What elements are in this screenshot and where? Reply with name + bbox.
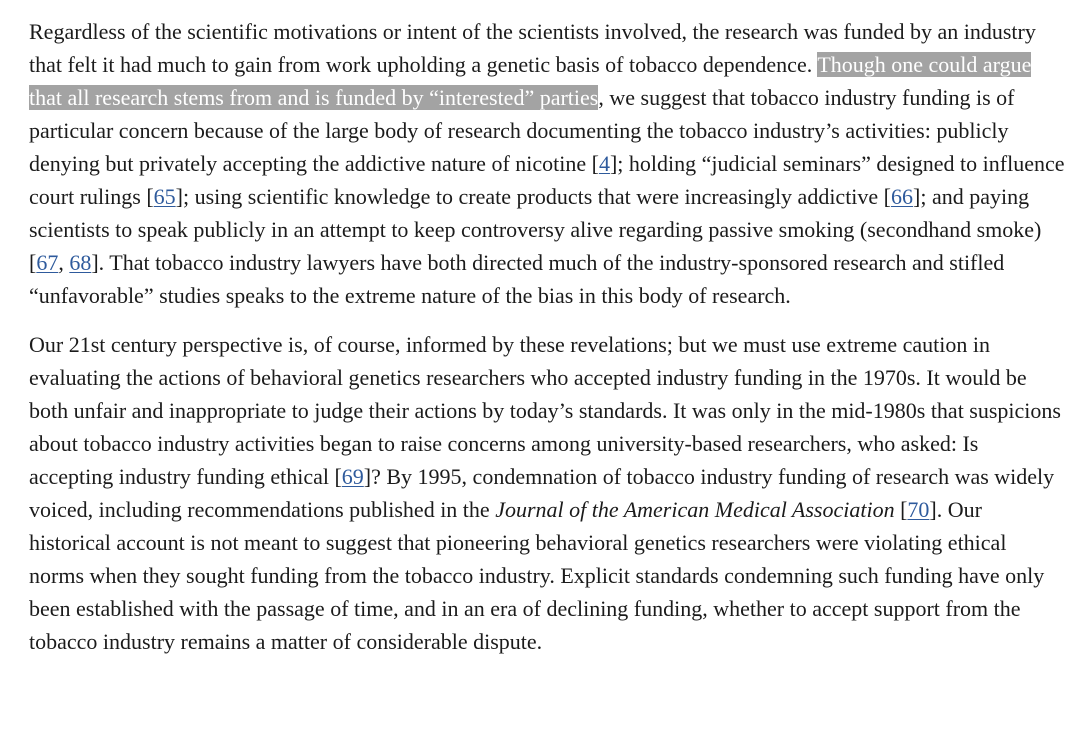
paragraph-2-text-1: Our 21st century perspective is, of course, informed by these revelations; but we must use extreme caution in evaluating the actions of behavioral genetics researchers who accepted industry funding in the 1970s. It would be both unfair and inappropriate to judge their actions by today’s standards. It was only in the mid-1980s that suspicions about tobacco industry activities began to raise concerns among university-based researchers, who asked: Is accepting industry funding ethical [: [29, 332, 1061, 489]
paragraph-2-text-3: [: [894, 497, 908, 522]
citation-link-66[interactable]: 66: [891, 184, 914, 209]
paragraph-1: [29, 15, 1065, 312]
highlighted-text-selection[interactable]: Though one could argue that all research stems from and is funded by “interested” parties: [29, 52, 1032, 110]
citation-link-69[interactable]: 69: [341, 464, 364, 489]
paragraph-1-text-2: , we suggest that tobacco industry funding is of particular concern because of the large body of research documenting the tobacco industry’s activities: publicly denying but privately accepting the addictive nature of nicotine [: [29, 85, 1015, 176]
paragraph-1-text-3: ]; holding “judicial seminars” designed to influence court rulings [: [29, 151, 1065, 209]
paragraph-1-text-6: ,: [58, 250, 70, 275]
paragraph-2: [29, 328, 1065, 658]
citation-link-67[interactable]: 67: [36, 250, 59, 275]
paragraph-1-text-4: ]; using scientific knowledge to create products that were increasingly addictive [: [175, 184, 892, 209]
citation-link-4[interactable]: 4: [598, 151, 610, 176]
article-body: [29, 15, 1065, 658]
paragraph-1-text-1: Regardless of the scientific motivations or intent of the scientists involved, the research was funded by an industry that felt it had much to gain from work upholding a genetic basis of tobacco dependence.: [29, 19, 1036, 77]
citation-link-65[interactable]: 65: [153, 184, 176, 209]
paragraph-2-text-2: ]? By 1995, condemnation of tobacco industry funding of research was widely voiced, including recommendations published in the: [29, 464, 1055, 522]
paragraph-1-text-7: ]. That tobacco industry lawyers have both directed much of the industry-sponsored research and stifled “unfavorable” studies speaks to the extreme nature of the bias in this body of research.: [29, 250, 1005, 308]
paragraph-2-text-4: ]. Our historical account is not meant to suggest that pioneering behavioral genetics researchers were violating ethical norms when they sought funding from the tobacco industry. Explicit standards condemning such funding have only been established with the passage of time, and in an era of declining funding, whether to accept support from the tobacco industry remains a matter of considerable dispute.: [29, 497, 1045, 654]
paragraph-1-text-5: ]; and paying scientists to speak publicly in an attempt to keep controversy alive regarding passive smoking (secondhand smoke) [: [29, 184, 1042, 275]
citation-link-70[interactable]: 70: [907, 497, 930, 522]
journal-title: Journal of the American Medical Association: [495, 497, 895, 522]
citation-link-68[interactable]: 68: [69, 250, 92, 275]
